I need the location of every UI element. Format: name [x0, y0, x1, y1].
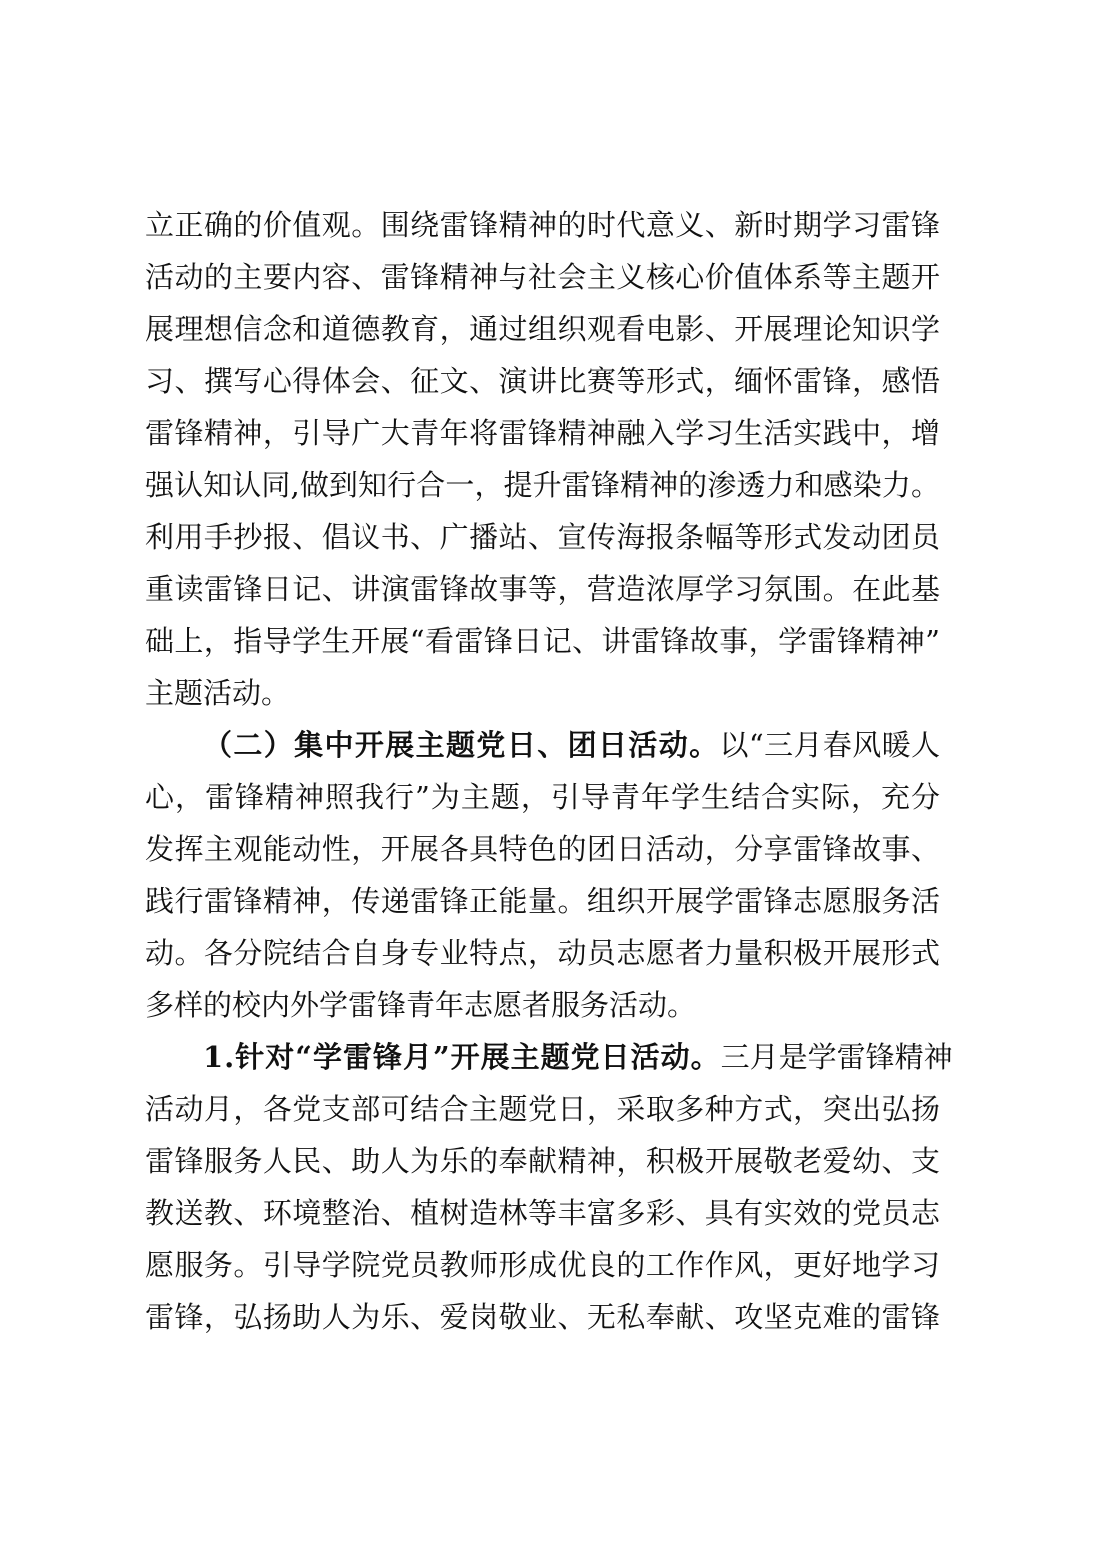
text-line: 雷锋，弘扬助人为乐、爱岗敬业、无私奉献、攻坚克难的雷锋 [145, 1300, 940, 1334]
text-line: 主题活动。 [145, 676, 291, 710]
text-line: 动。各分院结合自身专业特点，动员志愿者力量积极开展形式 [145, 936, 940, 970]
text-run: 三月是学雷锋精神 [720, 1040, 953, 1074]
text-line: 活动月，各党支部可结合主题党日，采取多种方式，突出弘扬 [145, 1092, 940, 1126]
text-line: 活动的主要内容、雷锋精神与社会主义核心价值体系等主题开 [145, 260, 940, 294]
text-line: 展理想信念和道德教育，通过组织观看电影、开展理论知识学 [145, 312, 940, 346]
paragraph-1 [145, 199, 940, 719]
text-line: 发挥主观能动性，开展各具特色的团日活动，分享雷锋故事、 [145, 832, 940, 866]
text-line: 利用手抄报、倡议书、广播站、宣传海报条幅等形式发动团员 [145, 520, 940, 554]
document-body [145, 199, 953, 1343]
paragraph-first-line [145, 1031, 953, 1083]
text-line: 雷锋精神，引导广大青年将雷锋精神融入学习生活实践中，增 [145, 416, 940, 450]
paragraph-3 [145, 1031, 953, 1343]
text-line: 教送教、环境整治、植树造林等丰富多彩、具有实效的党员志 [145, 1196, 940, 1230]
paragraph-2 [145, 719, 940, 1031]
text-line: 践行雷锋精神，传递雷锋正能量。组织开展学雷锋志愿服务活 [145, 884, 940, 918]
paragraph-first-line [145, 719, 940, 771]
text-line: 础上，指导学生开展“看雷锋日记、讲雷锋故事，学雷锋精神” [145, 624, 940, 658]
text-line: 习、撰写心得体会、征文、演讲比赛等形式，缅怀雷锋，感悟 [145, 364, 940, 398]
text-run: 以“三月春风暖人 [719, 728, 940, 762]
text-line: 立正确的价值观。围绕雷锋精神的时代意义、新时期学习雷锋 [145, 208, 940, 242]
text-line: 多样的校内外学雷锋青年志愿者服务活动。 [145, 988, 697, 1022]
text-line: 重读雷锋日记、讲演雷锋故事等，营造浓厚学习氛围。在此基 [145, 572, 940, 606]
text-line: 雷锋服务人民、助人为乐的奉献精神，积极开展敬老爱幼、支 [145, 1144, 940, 1178]
section-heading: （二）集中开展主题党日、团日活动。 [203, 728, 720, 762]
text-line: 愿服务。引导学院党员教师形成优良的工作作风，更好地学习 [145, 1248, 940, 1282]
text-line: 强认知认同,做到知行合一，提升雷锋精神的渗透力和感染力。 [145, 468, 940, 502]
text-line: 心，雷锋精神照我行”为主题，引导青年学生结合实际，充分 [145, 780, 940, 814]
subsection-heading: 1.针对“学雷锋月”开展主题党日活动。 [203, 1040, 721, 1074]
